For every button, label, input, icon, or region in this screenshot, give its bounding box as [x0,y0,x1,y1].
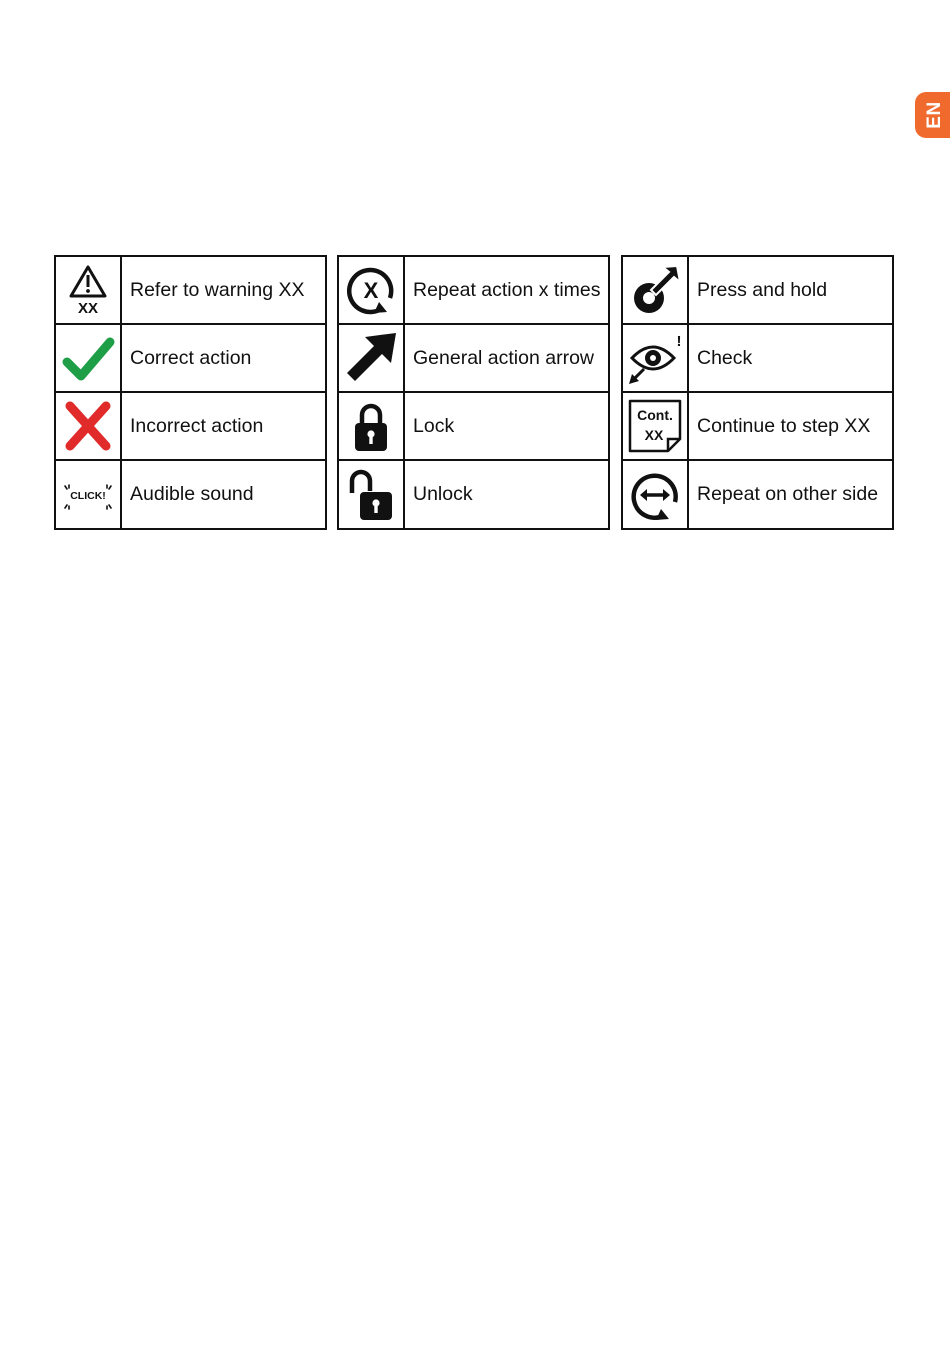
legend-row [339,325,608,393]
check-mark-icon [56,325,122,391]
legend-label: Refer to warning XX [130,278,305,301]
legend-row [339,461,608,528]
language-tab-label: EN [924,101,945,129]
legend-row [623,393,892,461]
svg-text:!: ! [676,333,682,350]
legend-label: General action arrow [413,346,595,369]
continue-step-icon [623,393,689,459]
legend-table-1 [54,255,327,530]
eye-check-icon [623,325,689,391]
legend-label: Continue to step XX [697,414,871,437]
legend-label: Check [697,346,753,369]
legend-label: Repeat on other side [697,483,879,505]
legend-label: Unlock [413,483,473,505]
cross-mark-icon [56,393,122,459]
action-arrow-icon [339,325,405,391]
svg-text:CLICK!: CLICK! [70,489,106,502]
click-sound-icon [56,461,122,528]
press-and-hold-icon [623,257,689,323]
repeat-other-side-icon [623,461,689,528]
svg-text:Cont.: Cont. [637,407,673,423]
legend-row [56,325,325,393]
repeat-x-times-icon [339,257,405,323]
legend-label: Audible sound [130,483,254,505]
legend-label: Press and hold [697,278,828,301]
language-tab[interactable] [915,92,950,138]
legend-row [339,393,608,461]
legend-row [56,393,325,461]
legend-row [56,257,325,325]
lock-icon [339,393,405,459]
legend-row [623,325,892,393]
legend-label: Lock [413,414,455,437]
legend-table-3 [621,255,894,530]
legend-table-2 [337,255,610,530]
legend-row [623,257,892,325]
svg-text:XX: XX [644,427,664,443]
legend-row [339,257,608,325]
legend-label: Correct action [130,346,252,369]
svg-text:XX: XX [77,300,99,317]
svg-text:X: X [363,278,379,303]
warning-icon [56,257,122,323]
legend-row [623,461,892,528]
legend-label: Repeat action x times [413,278,601,301]
unlock-icon [339,461,405,528]
legend-row [56,461,325,528]
legend-label: Incorrect action [130,414,264,437]
